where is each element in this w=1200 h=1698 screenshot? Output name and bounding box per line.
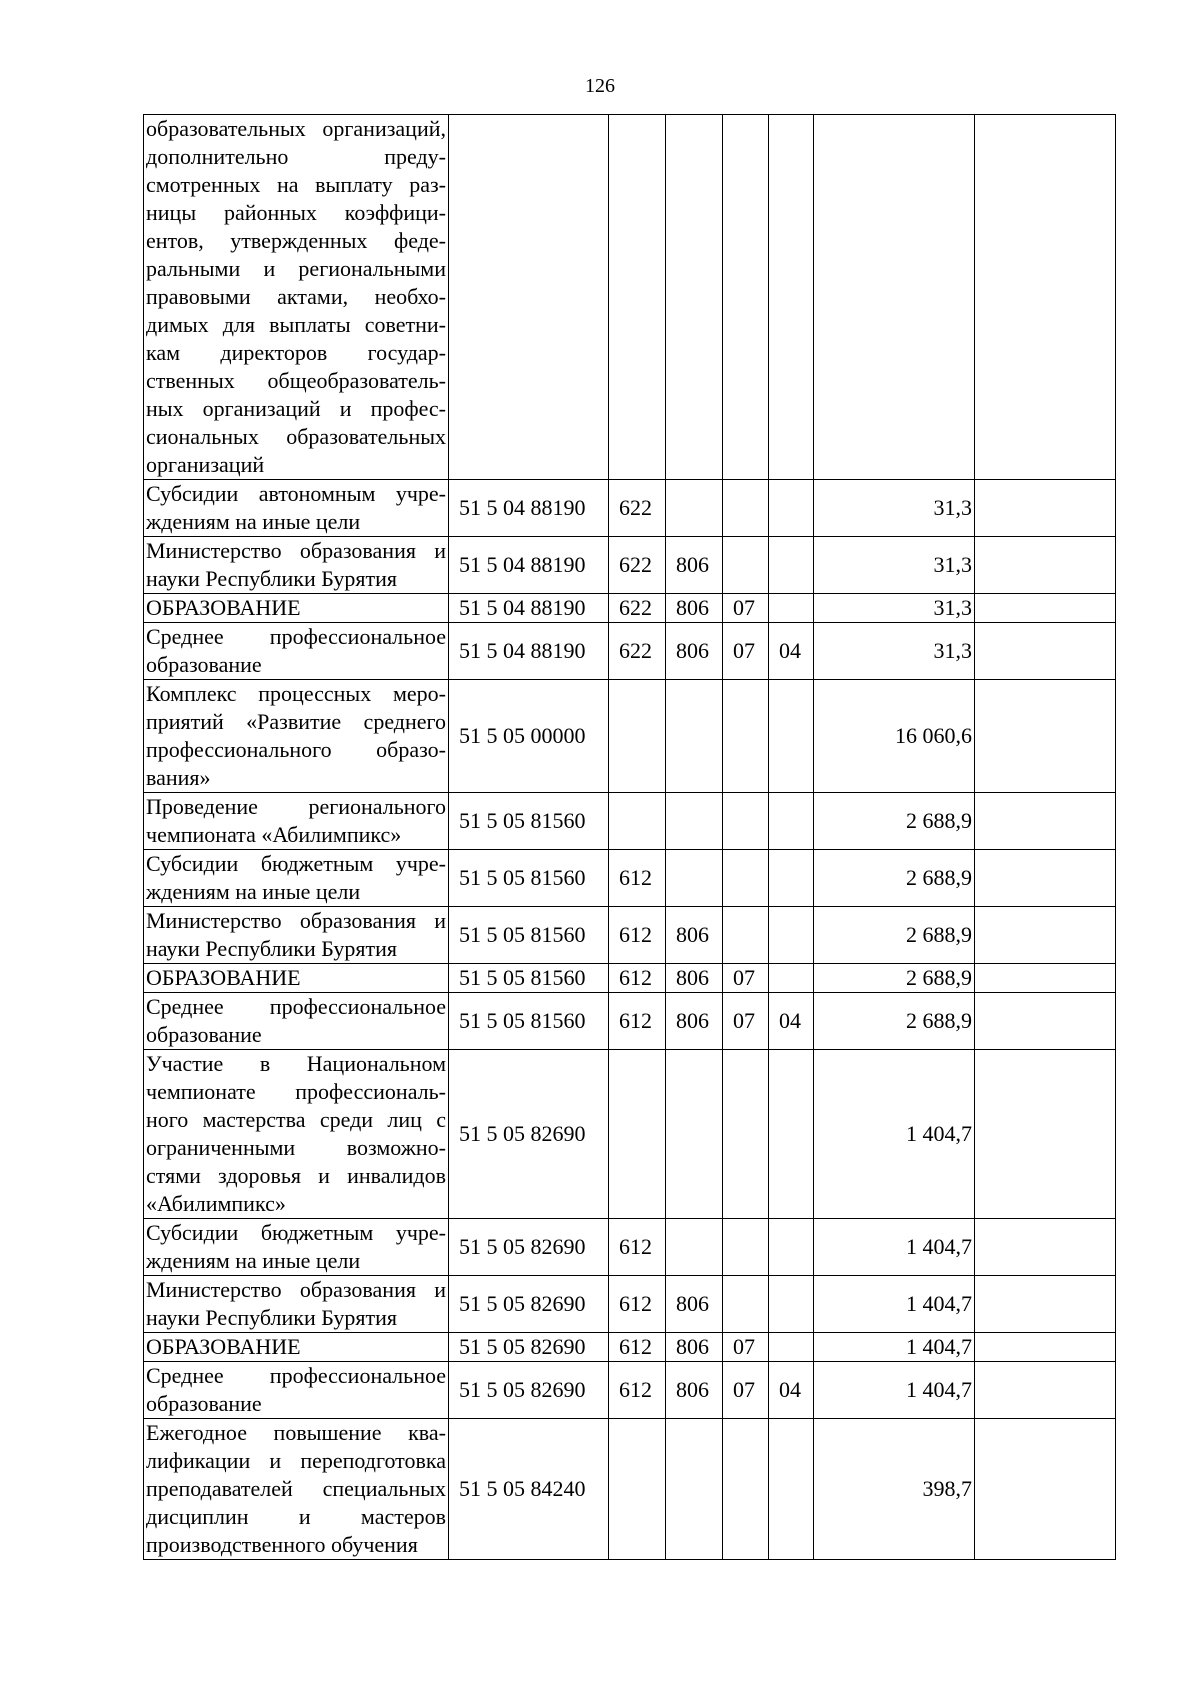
cell-name: ОБРАЗОВАНИЕ [144,594,449,623]
cell-name: Среднее профессиональное образование [144,623,449,680]
cell-extra [975,850,1116,907]
cell-name: образовательных организаций, дополнительно предусмотренных на выплату разницы районных коэффициентов, утвержденных федеральными и региональными правовыми актами, необходимых для выплаты советникам директоров государственных общеобразовательных организаций и профессиональных образовательных организаций [144,115,449,480]
cell-amount: 1 404,7 [814,1219,975,1276]
cell-subsection [769,1419,814,1560]
page-number: 126 [585,75,615,97]
cell-extra [975,993,1116,1050]
cell-name: Министерство образования и науки Республики Бурятия [144,907,449,964]
cell-ministry-code [666,115,723,480]
table-row [144,907,1116,964]
cell-expense-type [609,1419,666,1560]
cell-target-code: 51 5 04 88190 [449,537,609,594]
cell-expense-type: 622 [609,594,666,623]
table-row [144,537,1116,594]
cell-extra [975,594,1116,623]
cell-subsection [769,964,814,993]
cell-amount: 1 404,7 [814,1050,975,1219]
cell-amount: 2 688,9 [814,964,975,993]
cell-subsection [769,793,814,850]
cell-expense-type: 622 [609,480,666,537]
table-row [144,680,1116,793]
table-body [144,115,1116,1560]
cell-expense-type: 622 [609,623,666,680]
cell-section [723,907,769,964]
cell-ministry-code: 806 [666,993,723,1050]
cell-name: Среднее профессиональное образование [144,993,449,1050]
table-row [144,793,1116,850]
cell-section [723,793,769,850]
cell-extra [975,1362,1116,1419]
cell-extra [975,1419,1116,1560]
cell-expense-type: 612 [609,993,666,1050]
table-row [144,1419,1116,1560]
cell-expense-type: 622 [609,537,666,594]
cell-ministry-code [666,480,723,537]
cell-ministry-code: 806 [666,594,723,623]
table-row [144,594,1116,623]
cell-amount: 1 404,7 [814,1333,975,1362]
cell-subsection: 04 [769,623,814,680]
cell-target-code: 51 5 05 82690 [449,1219,609,1276]
cell-extra [975,1276,1116,1333]
cell-subsection: 04 [769,1362,814,1419]
cell-extra [975,793,1116,850]
cell-name: Проведение регионального чемпионата «Абилимпикс» [144,793,449,850]
cell-name: Министерство образования и науки Республики Бурятия [144,1276,449,1333]
cell-section [723,537,769,594]
cell-expense-type: 612 [609,850,666,907]
cell-section: 07 [723,1362,769,1419]
cell-name: Комплекс процессных мероприятий «Развитие среднего профессионального образования» [144,680,449,793]
cell-section: 07 [723,993,769,1050]
cell-section: 07 [723,1333,769,1362]
cell-expense-type: 612 [609,1362,666,1419]
budget-table [143,114,1116,1560]
cell-target-code: 51 5 04 88190 [449,594,609,623]
cell-amount: 2 688,9 [814,993,975,1050]
cell-target-code: 51 5 05 81560 [449,964,609,993]
cell-ministry-code [666,1050,723,1219]
cell-expense-type [609,793,666,850]
cell-expense-type [609,680,666,793]
cell-target-code: 51 5 05 84240 [449,1419,609,1560]
table-row [144,1276,1116,1333]
cell-target-code: 51 5 05 82690 [449,1333,609,1362]
cell-section [723,680,769,793]
cell-expense-type [609,115,666,480]
cell-expense-type: 612 [609,1219,666,1276]
cell-target-code: 51 5 05 82690 [449,1050,609,1219]
cell-expense-type: 612 [609,964,666,993]
cell-subsection [769,537,814,594]
cell-target-code: 51 5 05 81560 [449,907,609,964]
cell-target-code: 51 5 05 81560 [449,993,609,1050]
cell-ministry-code: 806 [666,1333,723,1362]
cell-amount: 31,3 [814,594,975,623]
cell-subsection [769,850,814,907]
cell-extra [975,1219,1116,1276]
cell-extra [975,680,1116,793]
cell-section [723,1050,769,1219]
table-row [144,115,1116,480]
cell-name: ОБРАЗОВАНИЕ [144,964,449,993]
cell-target-code: 51 5 05 81560 [449,850,609,907]
cell-amount: 31,3 [814,537,975,594]
cell-amount: 31,3 [814,623,975,680]
cell-target-code: 51 5 05 81560 [449,793,609,850]
cell-section: 07 [723,623,769,680]
cell-extra [975,1050,1116,1219]
cell-ministry-code: 806 [666,1362,723,1419]
cell-name: Участие в Национальном чемпионате профессионального мастерства среди лиц с ограниченными возможностями здоровья и инвалидов «Абилимпикс» [144,1050,449,1219]
cell-name: Субсидии бюджетным учреждениям на иные цели [144,1219,449,1276]
cell-amount [814,115,975,480]
cell-expense-type: 612 [609,907,666,964]
cell-extra [975,907,1116,964]
cell-expense-type: 612 [609,1276,666,1333]
cell-subsection [769,1219,814,1276]
cell-amount: 398,7 [814,1419,975,1560]
table-row [144,1219,1116,1276]
cell-subsection [769,680,814,793]
cell-subsection [769,115,814,480]
cell-target-code: 51 5 04 88190 [449,480,609,537]
cell-extra [975,480,1116,537]
table-row [144,480,1116,537]
cell-extra [975,1333,1116,1362]
cell-subsection [769,1050,814,1219]
cell-extra [975,623,1116,680]
cell-expense-type: 612 [609,1333,666,1362]
cell-section [723,850,769,907]
cell-expense-type [609,1050,666,1219]
table-row [144,1362,1116,1419]
table-row [144,1333,1116,1362]
cell-ministry-code [666,850,723,907]
cell-ministry-code: 806 [666,964,723,993]
cell-ministry-code: 806 [666,623,723,680]
cell-ministry-code: 806 [666,1276,723,1333]
table-row [144,993,1116,1050]
cell-section [723,115,769,480]
cell-ministry-code [666,793,723,850]
cell-amount: 2 688,9 [814,793,975,850]
cell-amount: 1 404,7 [814,1276,975,1333]
cell-ministry-code: 806 [666,907,723,964]
cell-section [723,1419,769,1560]
cell-name: Субсидии автономным учреждениям на иные цели [144,480,449,537]
cell-subsection [769,1276,814,1333]
cell-name: Министерство образования и науки Республики Бурятия [144,537,449,594]
cell-name: Ежегодное повышение квалификации и переподготовка преподавателей специальных дисциплин и мастеров производственного обучения [144,1419,449,1560]
cell-subsection: 04 [769,993,814,1050]
cell-extra [975,537,1116,594]
cell-section [723,1219,769,1276]
cell-ministry-code [666,1219,723,1276]
cell-target-code: 51 5 05 82690 [449,1276,609,1333]
cell-subsection [769,907,814,964]
cell-section: 07 [723,964,769,993]
cell-name: Среднее профессиональное образование [144,1362,449,1419]
cell-extra [975,964,1116,993]
cell-amount: 2 688,9 [814,850,975,907]
table-row [144,1050,1116,1219]
cell-ministry-code: 806 [666,537,723,594]
cell-subsection [769,594,814,623]
cell-name: Субсидии бюджетным учреждениям на иные цели [144,850,449,907]
cell-amount: 16 060,6 [814,680,975,793]
cell-section: 07 [723,594,769,623]
cell-section [723,1276,769,1333]
cell-target-code [449,115,609,480]
cell-subsection [769,1333,814,1362]
table-row [144,964,1116,993]
cell-section [723,480,769,537]
cell-amount: 2 688,9 [814,907,975,964]
cell-target-code: 51 5 04 88190 [449,623,609,680]
cell-amount: 1 404,7 [814,1362,975,1419]
cell-target-code: 51 5 05 00000 [449,680,609,793]
cell-subsection [769,480,814,537]
cell-name: ОБРАЗОВАНИЕ [144,1333,449,1362]
cell-ministry-code [666,680,723,793]
table-row [144,850,1116,907]
cell-extra [975,115,1116,480]
cell-amount: 31,3 [814,480,975,537]
table-row [144,623,1116,680]
cell-target-code: 51 5 05 82690 [449,1362,609,1419]
cell-ministry-code [666,1419,723,1560]
